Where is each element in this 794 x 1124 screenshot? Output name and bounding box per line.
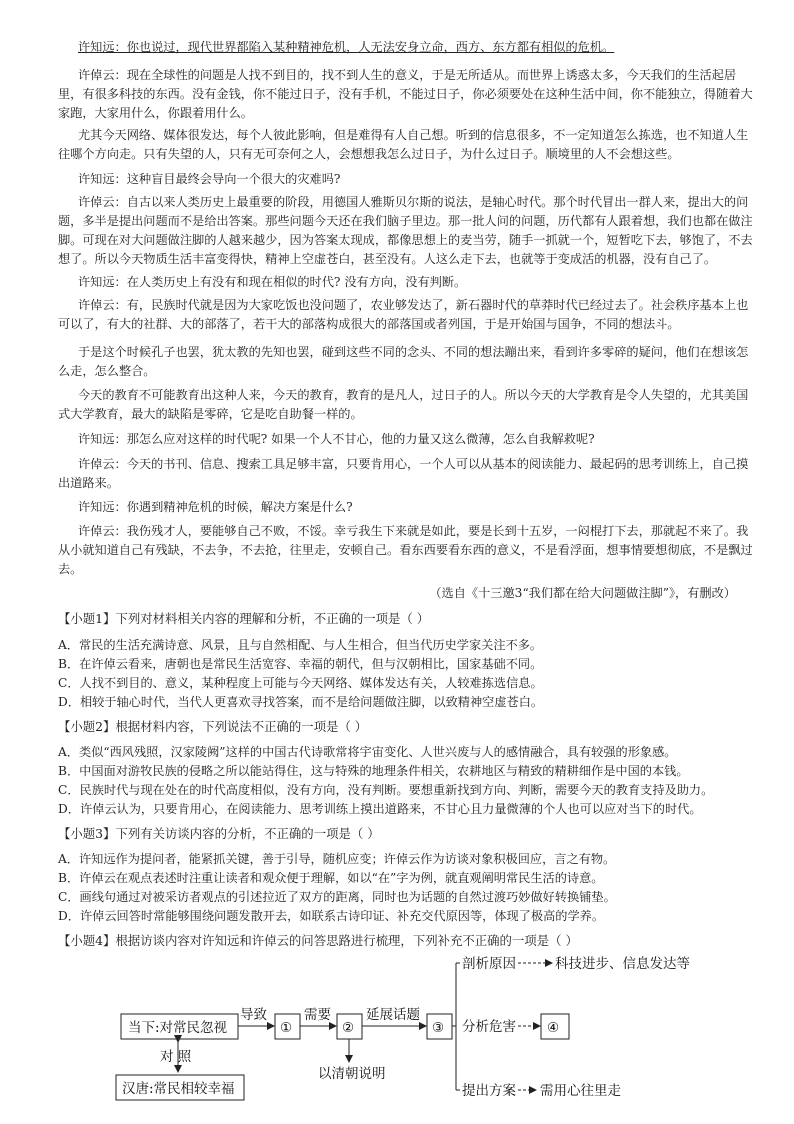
paragraph-line: 许知远：你也说过，现代世界都陷入某种精神危机，人无法安身立命，西方、东方都有相似的危机。 bbox=[78, 40, 615, 54]
paragraph-line: 许倬云：自古以来人类历史上最重要的阶段，用德国人雅斯贝尔斯的说法，是轴心时代。那个时代冒出一群人来，提出大的问 bbox=[78, 195, 749, 209]
source-citation: （选自《十三邀3“我们都在给大问题做注脚”》，有删改） bbox=[429, 586, 736, 600]
question-1-option-c: C．人找不到目的、意义，某种程度上可能与今天网络、媒体发达有关，人较难拣选信息。 bbox=[58, 676, 543, 690]
propose-label: 提出方案 bbox=[462, 1083, 516, 1099]
question-3-option-b: B．许倬云在观点表述时注重让读者和观众便于理解，如以“在”字为例，就直观阐明常民生活的诗意。 bbox=[58, 871, 604, 885]
box-1-label: ① bbox=[280, 1020, 293, 1036]
paragraph-line: 许知远：你遇到精神危机的时候，解决方案是什么? bbox=[78, 500, 353, 514]
question-1-head: 【小题1】下列对材料相关内容的理解和分析，不正确的一项是（ ） bbox=[58, 611, 430, 626]
paragraph-line: 题，多半是提出问题而不是给出答案。那些问题今天还在我们脑子里边。那一批人问的问题，历代都有人跟着想，我们也都在做注 bbox=[58, 214, 753, 228]
paragraph-line: 许知远：那怎么应对这样的时代呢? 如果一个人不甘心，他的力量又这么微薄，怎么自我解救呢? bbox=[78, 432, 595, 446]
paragraph-line: 许倬云：现在全球性的问题是人找不到目的，找不到人生的意义，于是无所适从。而世界上诱惑太多，今天我们的生活起居 bbox=[78, 68, 737, 82]
paragraph-line: 许知远：这种盲目最终会导向一个很大的灾难吗? bbox=[78, 172, 341, 186]
analyze-harm-label: 分析危害 bbox=[462, 1019, 516, 1035]
paragraph-line: 许倬云：我伤残才人，要能够自己不败，不馁。幸亏我生下来就是如此，要是长到十五岁，一闷棍打下去，那就起不来了。我 bbox=[78, 524, 749, 538]
question-1-option-d: D．相较于轴心时代，当代人更喜欢寻找答案，而不是给问题做注脚，以致精神空虚苍白。 bbox=[58, 695, 544, 709]
paragraph-line: 许知远：在人类历史上有没有和现在相似的时代? 没有方向，没有判断。 bbox=[78, 275, 467, 289]
question-2-option-a: A．类似“西风残照，汉家陵阙”这样的中国古代诗歌常将宇宙变化、人世兴废与人的感情融合，具有较强的形象感。 bbox=[58, 745, 677, 759]
question-3-option-c: C．画线句通过对被采访者观点的引述拉近了双方的距离，同时也为话题的自然过渡巧妙做好转换铺垫。 bbox=[58, 890, 616, 904]
question-2-option-c: C．民族时代与现在处在的时代高度相似，没有方向，没有判断。要想重新找到方向、判断，需要今天的教育支持及助力。 bbox=[58, 783, 714, 797]
paragraph-line: 于是这个时候孔子也罢，犹太教的先知也罢，碰到这些不同的念头、不同的想法蹦出来，看到许多零碎的疑问，他们在想该怎 bbox=[78, 345, 749, 359]
paragraph-line: 往哪个方向走。只有失望的人，只有无可奈何之人，会想想我怎么过日子，为什么过日子。顺境里的人不会想这些。 bbox=[58, 147, 680, 161]
clarify-label: 以清朝说明 bbox=[318, 1066, 386, 1082]
paragraph-line: 可以了，有大的社群、大的部落了，若干大的部落构成很大的部落国或者列国，于是开始国与国争，不同的想法斗。 bbox=[58, 317, 680, 331]
paragraph-line: 里，有很多科技的东西。没有金钱，你不能过日子，没有手机，不能过日子，你必须要处在这种生活中间，你不能独立，得随着大 bbox=[58, 87, 753, 101]
paragraph-line: 出道路来。 bbox=[58, 476, 119, 490]
extend-label: 延展话题 bbox=[366, 1007, 420, 1023]
question-3-option-d: D．许倬云回答时常能够围绕问题发散开去，如联系古诗印证、补充交代原因等，体现了极高的学养。 bbox=[58, 909, 605, 923]
box-4-label: ④ bbox=[547, 1020, 560, 1036]
paragraph-line: 脚。可现在对大问题做注脚的人越来越少，因为答案太现成，都像思想上的麦当劳，随手一抓就一个，短暂吃下去，够饱了，不去 bbox=[58, 233, 753, 247]
question-2-head: 【小题2】根据材料内容，下列说法不正确的一项是（ ） bbox=[58, 719, 368, 734]
propose-result-label: 需用心往里走 bbox=[540, 1083, 621, 1099]
paragraph-line: 去。 bbox=[58, 562, 83, 576]
paragraph-line: 家跑，大家用什么，你跟着用什么。 bbox=[58, 106, 253, 120]
box-han-label: 汉唐:常民相较幸福 bbox=[122, 1081, 235, 1097]
paragraph-line: 许倬云：有，民族时代就是因为大家吃饭也没问题了，农业够发达了，新石器时代的草莽时代已经过去了。社会秩序基本上也 bbox=[78, 298, 749, 312]
question-4-head: 【小题4】根据访谈内容对许知远和许倬云的问答思路进行梳理，下列补充不正确的一项是（ ） bbox=[58, 933, 578, 948]
contrast-label: 对 照 bbox=[160, 1049, 192, 1065]
paragraph-line: 么走，怎么整合。 bbox=[58, 364, 156, 378]
question-3-head: 【小题3】下列有关访谈内容的分析，不正确的一项是（ ） bbox=[58, 826, 380, 841]
paragraph-line: 式大学教育，最大的缺陷是零碎，它是吃自助餐一样的。 bbox=[58, 407, 363, 421]
paragraph-line: 想了。所以今天物质生活丰富变得快，精神上空虚苍白，甚至没有。人这么走下去，也就等于变成活的机器，没有自己了。 bbox=[58, 252, 717, 266]
need-label: 需要 bbox=[304, 1007, 331, 1023]
paragraph-line: 从小就知道自己有残缺，不去争，不去抢，往里走，安顿自己。看东西要看东西的意义，不是看浮面，想事情要想彻底，不是飘过 bbox=[58, 543, 753, 557]
question-1-option-b: B．在许倬云看来，唐朝也是常民生活宽容、幸福的朝代，但与汉朝相比，国家基础不同。 bbox=[58, 657, 543, 671]
box-3-label: ③ bbox=[432, 1020, 445, 1036]
question-3-option-a: A．许知远作为提问者，能紧抓关键，善于引导，随机应变；许倬云作为访谈对象积极回应，言之有物。 bbox=[58, 852, 616, 866]
box-now-label: 当下:对常民忽视 bbox=[128, 1020, 228, 1036]
paragraph-line: 许倬云：今天的书刊、信息、搜索工具足够丰富，只要肯用心，一个人可以从基本的阅读能力、最起码的思考训练上，自己摸 bbox=[78, 457, 749, 471]
question-2-option-b: B．中国面对游牧民族的侵略之所以能站得住，这与特殊的地理条件相关，农耕地区与精致的精耕细作是中国的本钱。 bbox=[58, 764, 689, 778]
question-2-option-d: D．许倬云认为，只要肯用心，在阅读能力、思考训练上摸出道路来，不甘心且力量微薄的个人也可以应对当下的时代。 bbox=[58, 802, 702, 816]
cause-result-label: 科技进步、信息发达等 bbox=[555, 956, 690, 972]
question-1-option-a: A．常民的生活充满诗意、风景，且与自然相配、与人生相合，但当代历史学家关注不多。 bbox=[58, 638, 543, 652]
analyze-cause-label: 剖析原因 bbox=[462, 956, 516, 972]
paragraph-line: 今天的教育不可能教育出这种人来，今天的教育，教育的是凡人，过日子的人。所以今天的大学教育是令人失望的，尤其美国 bbox=[78, 388, 749, 402]
lead-label: 导致 bbox=[240, 1007, 267, 1023]
box-2-label: ② bbox=[342, 1020, 355, 1036]
paragraph-line: 尤其今天网络、媒体很发达，每个人彼此影响，但是难得有人自己想。听到的信息很多，不一定知道怎么拣选，也不知道人生 bbox=[78, 128, 749, 142]
